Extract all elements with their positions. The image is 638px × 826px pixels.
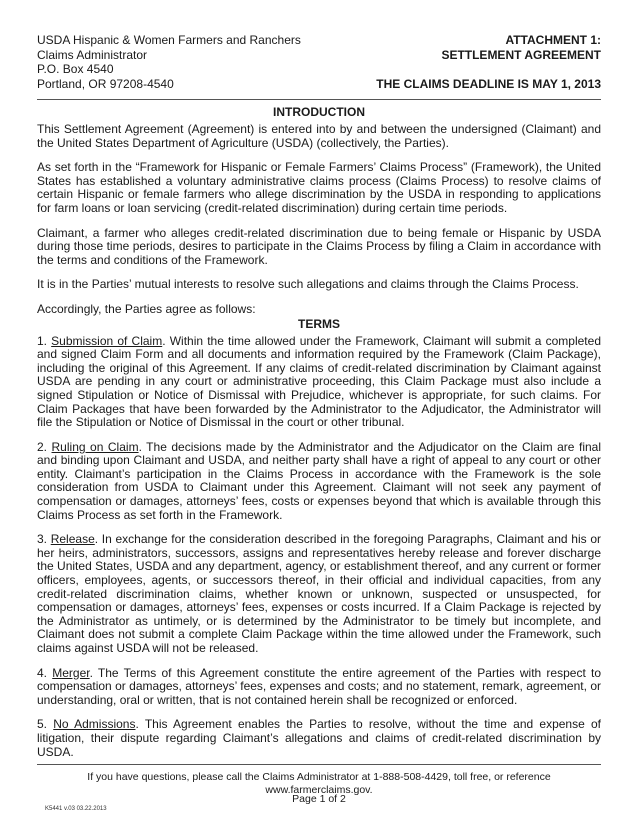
footer-divider (37, 764, 601, 765)
page-number: Page 1 of 2 (292, 793, 346, 805)
document-header (37, 33, 601, 93)
term-item (37, 667, 601, 708)
term-title: Ruling on Claim (51, 439, 139, 454)
attachment-label: ATTACHMENT 1: (505, 33, 601, 47)
term-item (37, 533, 601, 655)
term-item (37, 718, 601, 759)
document-body (37, 105, 601, 759)
term-text: . Within the time allowed under the Framework, Claimant will submit a completed and signed Claim Form and all documents and information required by the Framework (Claim Package), including the original of this Agreement. If any claims of credit-related discrimination by Claimant against USDA are pending in any court or administrative proceeding, this Claim Package must also include a signed Stipulation or Notice of Dismissal with Prejudice, whichever is appropriate, for such claims. For Claim Packages that have been forwarded by the Administrator to the Adjudicator, the Administrator will file the Stipulation or Notice of Dismissal in the court or other tribunal. (37, 333, 601, 430)
term-title: Release (50, 532, 95, 547)
term-item (37, 441, 601, 523)
intro-paragraph: As set forth in the “Framework for Hispanic or Female Farmers’ Claims Process” (Framework), the United States has established a voluntary administrative claims process (Claims Process) to resolve claims of certain Hispanic or female farmers who allege discrimination by the USDA in responding to applications for farm loans or loan servicing (credit-related discrimination) during certain time periods. (37, 160, 601, 215)
address-line: Portland, OR 97208-4540 (37, 76, 174, 91)
term-text: . The decisions made by the Administrator and the Adjudicator on the Claim are final and binding upon Claimant and USDA, and neither party shall have a right of appeal to any court or other entity. Claimant’s participation in the Claims Process in accordance with the Framework is the sole consideration from USDA to Claimant under this Agreement. Claimant will not seek any payment of compensation or damages, attorneys’ fees, costs or expenses beyond that which is available through this Claims Process as set forth in the Framework. (37, 439, 601, 522)
mailing-address (37, 33, 301, 91)
intro-paragraph: Accordingly, the Parties agree as follows: (37, 301, 256, 316)
term-number: 5. (37, 717, 54, 732)
terms-heading: TERMS (298, 316, 340, 331)
address-line: P.O. Box 4540 (37, 62, 114, 76)
address-line: Claims Administrator (37, 47, 148, 62)
document-title: SETTLEMENT AGREEMENT (441, 47, 601, 62)
term-text: . This Agreement enables the Parties to resolve, without the time and expense of litigation, their dispute regarding Claimant’s allegations and claims of credit-related discrimination by USDA. (37, 717, 601, 759)
term-number: 2. (37, 439, 52, 454)
contact-note: If you have questions, please call the Claims Administrator at 1-888-508-4429, toll free, or reference www.farmerclaims.gov. (87, 771, 551, 796)
term-text: . The Terms of this Agreement constitute the entire agreement of the Parties with respect to compensation or damages, attorneys’ fees, expenses and costs; and no statement, remark, agreement, or understanding, oral or written, that is not contained herein shall be recognized or enforced. (37, 665, 602, 707)
intro-paragraph: Claimant, a farmer who alleges credit-related discrimination due to being female or Hispanic by USDA during those time periods, desires to participate in the Claims Process by filing a Claim in accordance with the terms and conditions of the Framework. (37, 225, 601, 267)
intro-paragraph: This Settlement Agreement (Agreement) is entered into by and between the undersigned (Claimant) and the United States Department of Agriculture (USDA) (collectively, the Parties). (37, 122, 601, 150)
term-number: 3. (37, 532, 51, 547)
intro-paragraph: It is in the Parties’ mutual interests to resolve such allegations and claims through the Claims Process. (37, 277, 579, 292)
claims-deadline: THE CLAIMS DEADLINE IS MAY 1, 2013 (376, 76, 601, 91)
form-version-code: K5441 v.03 03.22.2013 (45, 806, 107, 812)
term-number: 1. (37, 333, 52, 348)
term-item (37, 335, 601, 430)
term-title: Merger (52, 665, 90, 680)
term-title: No Admissions (53, 717, 136, 732)
address-line: USDA Hispanic & Women Farmers and Ranchers (37, 33, 301, 47)
term-title: Submission of Claim (51, 333, 163, 348)
header-divider (37, 99, 601, 100)
document-title-block (376, 33, 601, 91)
introduction-heading: INTRODUCTION (273, 105, 365, 119)
term-number: 4. (37, 665, 53, 680)
term-text: . In exchange for the consideration described in the foregoing Paragraphs, Claimant and his or her heirs, administrators, successors, assigns and representatives hereby release and forever discharge the United States, USDA and any department, agency, or establishment thereof, and any current or former officers, employees, agents, or successors thereof, in their official and individual capacities, from any credit-related discrimination claims, whether known or unknown, suspected or unsuspected, for compensation or damages, attorneys’ fees, expenses or costs incurred. If a Claim Package is rejected by the Administrator as untimely, or is determined by the Administrator to be timely but incomplete, and Claimant does not submit a complete Claim Package within the time allowed under the Framework, such claims against USDA will not be released. (37, 532, 601, 655)
